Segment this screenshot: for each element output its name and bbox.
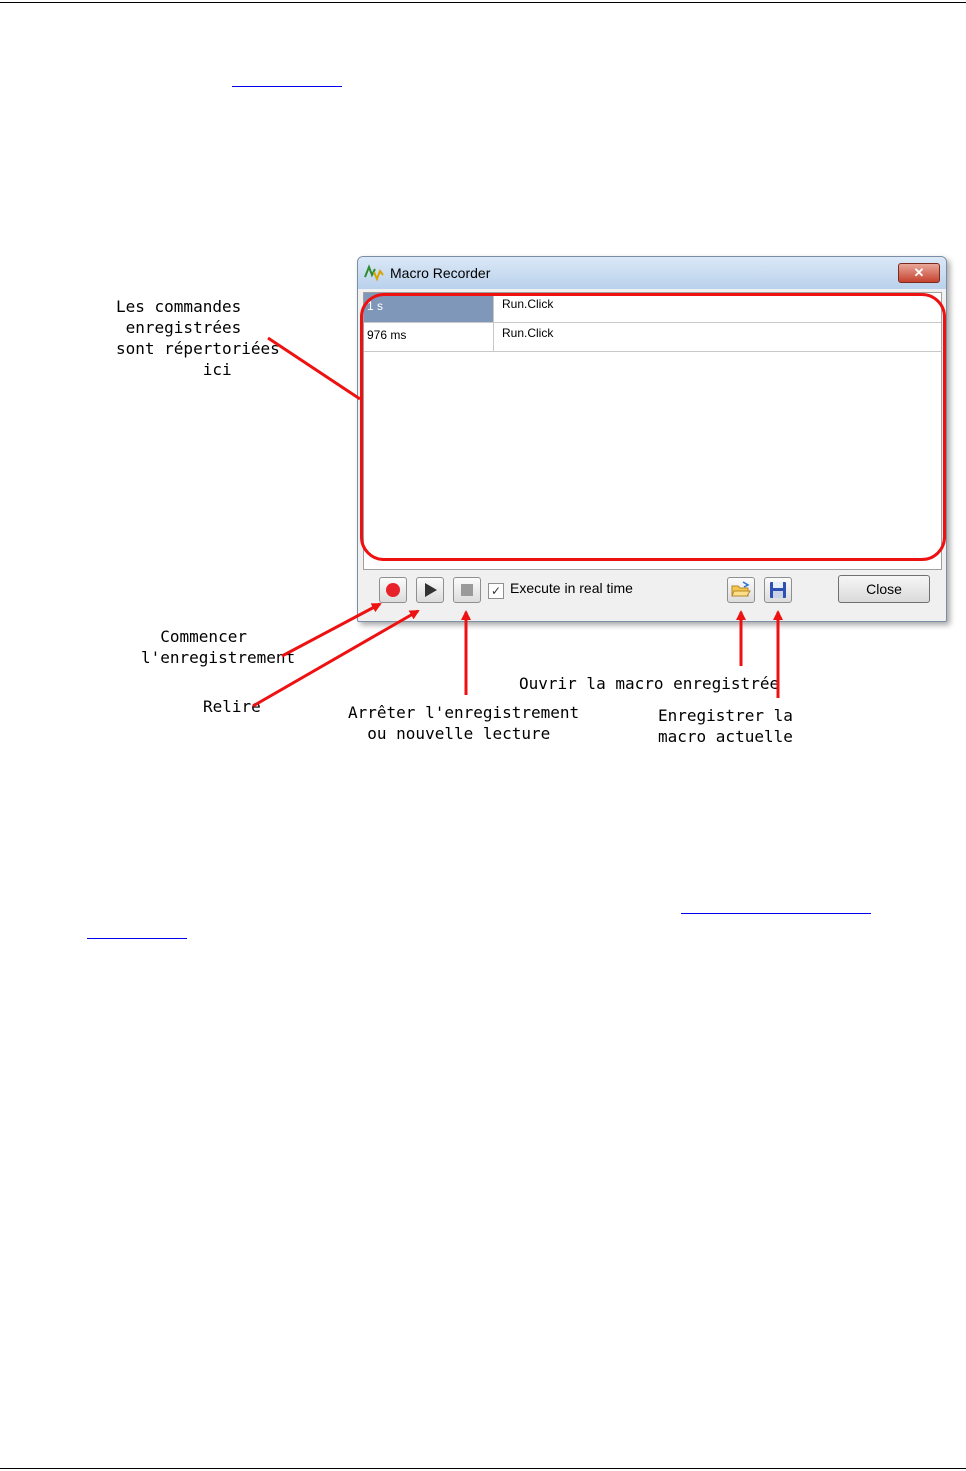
- close-icon: ✕: [913, 265, 925, 280]
- realtime-checkbox[interactable]: ✓: [488, 583, 504, 599]
- command-name: Run.Click: [502, 297, 554, 311]
- callout-replay: Relire: [203, 697, 261, 716]
- callout-save: Enregistrer la macro actuelle: [658, 706, 793, 746]
- window-title: Macro Recorder: [390, 265, 491, 281]
- callout-open: Ouvrir la macro enregistrée: [519, 674, 780, 693]
- arrow-list: [268, 338, 360, 399]
- callout-stop: Arrêter l'enregistrement ou nouvelle lecture: [348, 703, 580, 743]
- arrow-record: [282, 604, 380, 656]
- close-button[interactable]: Close: [838, 575, 930, 603]
- command-time: 1 s: [364, 293, 494, 322]
- realtime-label: Execute in real time: [510, 580, 633, 596]
- callout-list: Les commandes enregistrées sont répertoriées ici: [116, 297, 280, 379]
- arrow-replay: [253, 611, 418, 706]
- command-time: 976 ms: [364, 322, 494, 351]
- command-name: Run.Click: [502, 326, 554, 340]
- callout-record: Commencer l'enregistrement: [141, 627, 296, 667]
